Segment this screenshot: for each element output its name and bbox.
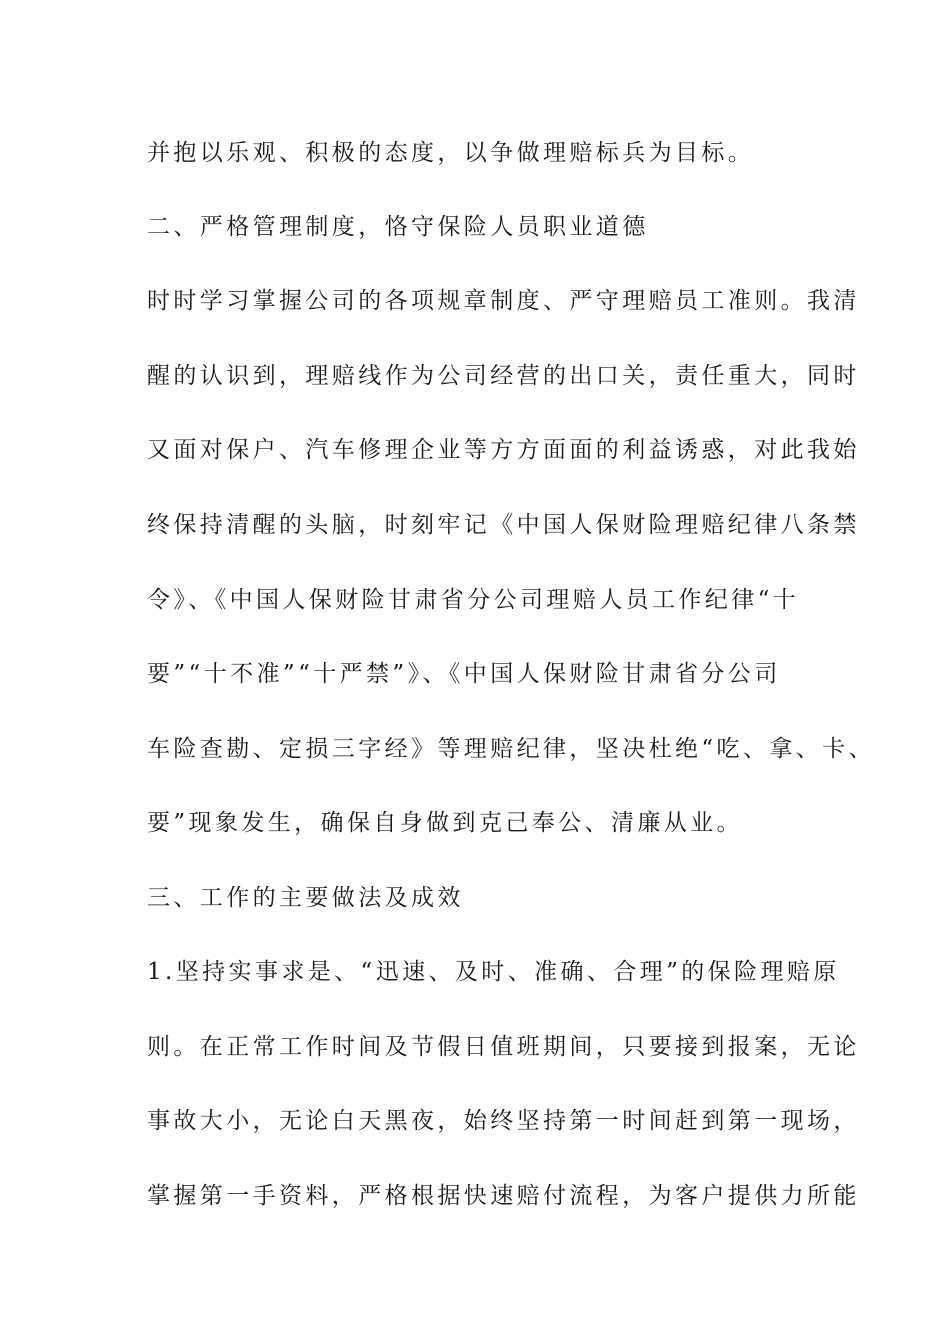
paragraph-line-12: 1.坚持实事求是、“迅速、及时、准确、合理”的保险理赔原 [147,959,840,985]
paragraph-line-6: 终保持清醒的头脑，时刻牢记《中国人保财险理赔纪律八条禁 [147,512,860,538]
paragraph-line-14: 事故大小，无论白天黑夜，始终坚持第一时间赶到第一现场， [147,1108,860,1134]
paragraph-line-13: 则。在正常工作时间及节假日值班期间，只要接到报案，无论 [147,1034,860,1060]
paragraph-line-1: 并抱以乐观、积极的态度，以争做理赔标兵为目标。 [147,140,755,166]
paragraph-line-7: 令》、《中国人保财险甘肃省分公司理赔人员工作纪律“十 [147,587,800,613]
section-heading-2: 二、严格管理制度，恪守保险人员职业道德 [147,214,649,240]
paragraph-line-15: 掌握第一手资料，严格根据快速赔付流程，为客户提供力所能 [147,1183,860,1209]
paragraph-line-3: 时时学习掌握公司的各项规章制度、严守理赔员工准则。我清 [147,288,860,314]
paragraph-line-4: 醒的认识到，理赔线作为公司经营的出口关，责任重大，同时 [147,363,860,389]
section-heading-3: 三、工作的主要做法及成效 [147,885,464,911]
paragraph-line-8: 要”“十不准”“十严禁”》、《中国人保财险甘肃省分公司 [147,661,781,687]
paragraph-line-5: 又面对保户、汽车修理企业等方方面面的利益诱惑，对此我始 [147,437,860,463]
paragraph-line-10: 要”现象发生，确保自身做到克己奉公、清廉从业。 [147,810,743,836]
paragraph-line-9: 车险查勘、定损三字经》等理赔纪律，坚决杜绝“吃、拿、卡、 [147,736,875,762]
